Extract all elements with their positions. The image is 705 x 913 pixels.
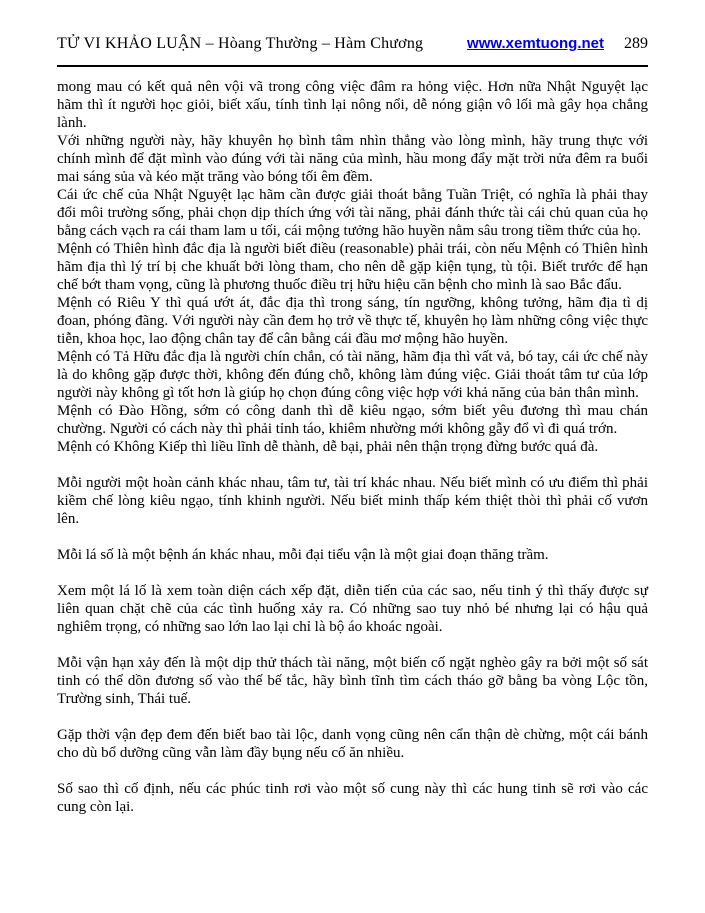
paragraph: Mệnh có Riêu Y thì quá ướt át, đắc địa thì trong sáng, tín ngưỡng, không tưởng, hãm địa tì dị đoan, phóng đãng. Với người này cần đem họ trở về thực tế, khuyên họ làm những công việc thực tiễn, khoa học, lao động chân tay để cân bằng cái đầu mơ mộng hão huyền. bbox=[57, 295, 648, 347]
paragraph: Mỗi vận hạn xảy đến là một dịp thử thách tài năng, một biến cố ngặt nghèo gây ra bởi một số sát tinh có thể dồn đương số vào thế bế tắc, hãy bình tĩnh tìm cách tháo gỡ bằng ba vòng Lộc tồn, Trường sinh, Thái tuế. bbox=[57, 655, 648, 707]
paragraph: Mệnh có Tả Hữu đắc địa là người chín chắn, có tài năng, hãm địa thì vất vả, bó tay, cái ức chế này là do không gặp được thời, không đến đúng chỗ, không làm đúng việc. Giải thoát tâm tư của lớp người này không gì tốt hơn là giúp họ chọn đúng công việc hợp với khả năng của bản thân mình. bbox=[57, 349, 648, 401]
paragraph: Mỗi người một hoàn cảnh khác nhau, tâm tư, tài trí khác nhau. Nếu biết mình có ưu điểm thì phải kiềm chế lòng kiêu ngạo, tính khinh người. Nếu biết minh thấp kém thiệt thòi thì phải cố vươn lên. bbox=[57, 475, 648, 527]
header-divider bbox=[57, 65, 648, 67]
book-title: TỬ VI KHẢO LUẬN – Hòang Thường – Hàm Chương bbox=[57, 35, 424, 52]
paragraph: Mỗi lá số là một bệnh án khác nhau, mỗi đại tiểu vận là một giai đoạn thăng trầm. bbox=[57, 547, 549, 563]
website-link[interactable]: www.xemtuong.net bbox=[467, 35, 604, 52]
paragraph: mong mau có kết quả nên vội vã trong công việc đâm ra hỏng việc. Hơn nữa Nhật Nguyệt lạc hãm thì ít người học giỏi, biết xấu, tính tình lại nông nổi, dễ nóng giận vô lối mà gây họa chẳng lành. bbox=[57, 79, 648, 131]
page-body bbox=[57, 78, 648, 816]
paragraph: Xem một lá lố là xem toàn diện cách xếp đặt, diễn tiến của các sao, nếu tinh ý thì thấy được sự liên quan chặt chẽ của các tình huống xảy ra. Có những sao tuy nhỏ bé nhưng lại có hậu quả nghiêm trọng, có những sao lớn lao lại chỉ là bộ áo khoác ngoài. bbox=[57, 583, 648, 635]
paragraph: Số sao thì cố định, nếu các phúc tinh rơi vào một số cung này thì các hung tinh sẽ rơi vào các cung còn lại. bbox=[57, 781, 648, 815]
page-header bbox=[57, 35, 648, 53]
paragraph: Với những người này, hãy khuyên họ bình tâm nhìn thẳng vào lòng mình, hãy trung thực với chính mình để đặt mình vào đúng với tài năng của mình, hầu mong đẩy mặt trời nửa đêm ra buổi mai sáng sủa và kéo mặt trăng vào bóng tối êm đềm. bbox=[57, 133, 648, 185]
paragraph: Mệnh có Thiên hình đắc địa là người biết điều (reasonable) phải trái, còn nếu Mệnh có Thiên hình hãm địa thì lý trí bị che khuất bởi lòng tham, cho nên dễ gặp kiện tụng, tù tội. Biết trước để hạn chế bớt tham vọng, cũng là phương thuốc điều trị hữu hiệu căn bệnh cho mình là sao Bắc đẩu. bbox=[57, 241, 648, 293]
page-number: 289 bbox=[624, 35, 648, 52]
paragraph: Mệnh có Không Kiếp thì liều lĩnh dễ thành, dễ bại, phải nên thận trọng đừng bước quá đà. bbox=[57, 439, 599, 455]
paragraph: Mệnh có Đào Hồng, sớm có công danh thì dễ kiêu ngạo, sớm biết yêu đương thì mau chán chường. Người có cách này thì phải tỉnh táo, khiêm nhường mới không gẫy đổ vì đi quá trớn. bbox=[57, 403, 648, 437]
paragraph: Cái ức chế của Nhật Nguyệt lạc hãm cần được giải thoát bằng Tuần Triệt, có nghĩa là phải thay đổi môi trường sống, phải chọn dịp thích ứng với tài năng, phải đánh thức tài cái chủ quan của họ bằng cách vạch ra cái tham lam u tối, cái mộng tưởng hão huyền nằm sâu trong tiềm thức của họ. bbox=[57, 187, 648, 239]
paragraph: Gặp thời vận đẹp đem đến biết bao tài lộc, danh vọng cũng nên cẩn thận dè chừng, một cái bánh cho dù bổ dưỡng cũng vẫn làm đầy bụng nếu cố ăn nhiều. bbox=[57, 727, 648, 761]
